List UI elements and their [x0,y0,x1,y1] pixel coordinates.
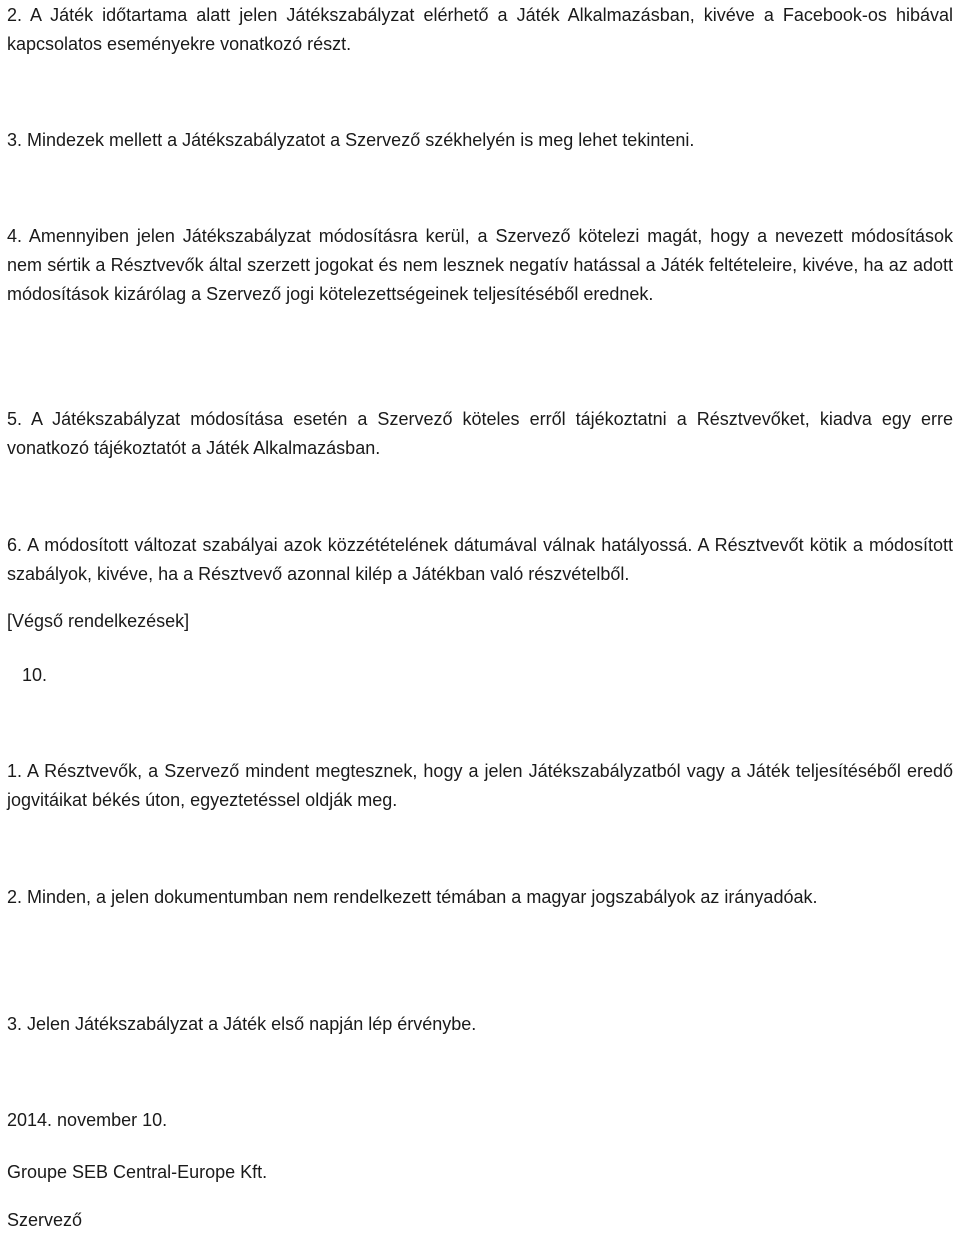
paragraph-2: 2. A Játék időtartama alatt jelen Játékszabályzat elérhető a Játék Alkalmazásban, kivéve a Facebook-os hibával kapcsolatos eseményekre vonatkozó részt. [7,5,953,54]
paragraph-3: 3. Mindezek mellett a Játékszabályzatot a Szervező székhelyén is meg lehet tekinteni. [7,130,695,150]
section-heading: [Végső rendelkezések] [7,611,190,631]
signature-date: 2014. november 10. [7,1110,168,1130]
signature-company: Groupe SEB Central-Europe Kft. [7,1162,268,1182]
signature-role: Szervező [7,1210,83,1230]
paragraph-5: 5. A Játékszabályzat módosítása esetén a Szervező köteles erről tájékoztatni a Résztvevőket, kiadva egy erre vonatkozó tájékoztatót a Játék Alkalmazásban. [7,409,953,458]
paragraph-6: 6. A módosított változat szabályai azok közzétételének dátumával válnak hatályossá. A Résztvevőt kötik a módosított szabályok, kivéve, ha a Résztvevő azonnal kilép a Játékban való részvételből. [7,535,953,584]
final-paragraph-2: 2. Minden, a jelen dokumentumban nem rendelkezett témában a magyar jogszabályok az irányadóak. [7,887,818,907]
paragraph-4: 4. Amennyiben jelen Játékszabályzat módosításra kerül, a Szervező kötelezi magát, hogy a nevezett módosítások nem sértik a Résztvevők által szerzett jogokat és nem lesznek negatív hatással a Játék feltételeire, kivéve, ha az adott módosítások kizárólag a Szervező jogi kötelezettségeinek teljesítéséből erednek. [7,226,953,304]
final-paragraph-3: 3. Jelen Játékszabályzat a Játék első napján lép érvénybe. [7,1014,477,1034]
final-paragraph-1: 1. A Résztvevők, a Szervező mindent megtesznek, hogy a jelen Játékszabályzatból vagy a Játék teljesítéséből eredő jogvitáikat békés úton, egyeztetéssel oldják meg. [7,761,953,810]
section-number: 10. [22,665,48,685]
